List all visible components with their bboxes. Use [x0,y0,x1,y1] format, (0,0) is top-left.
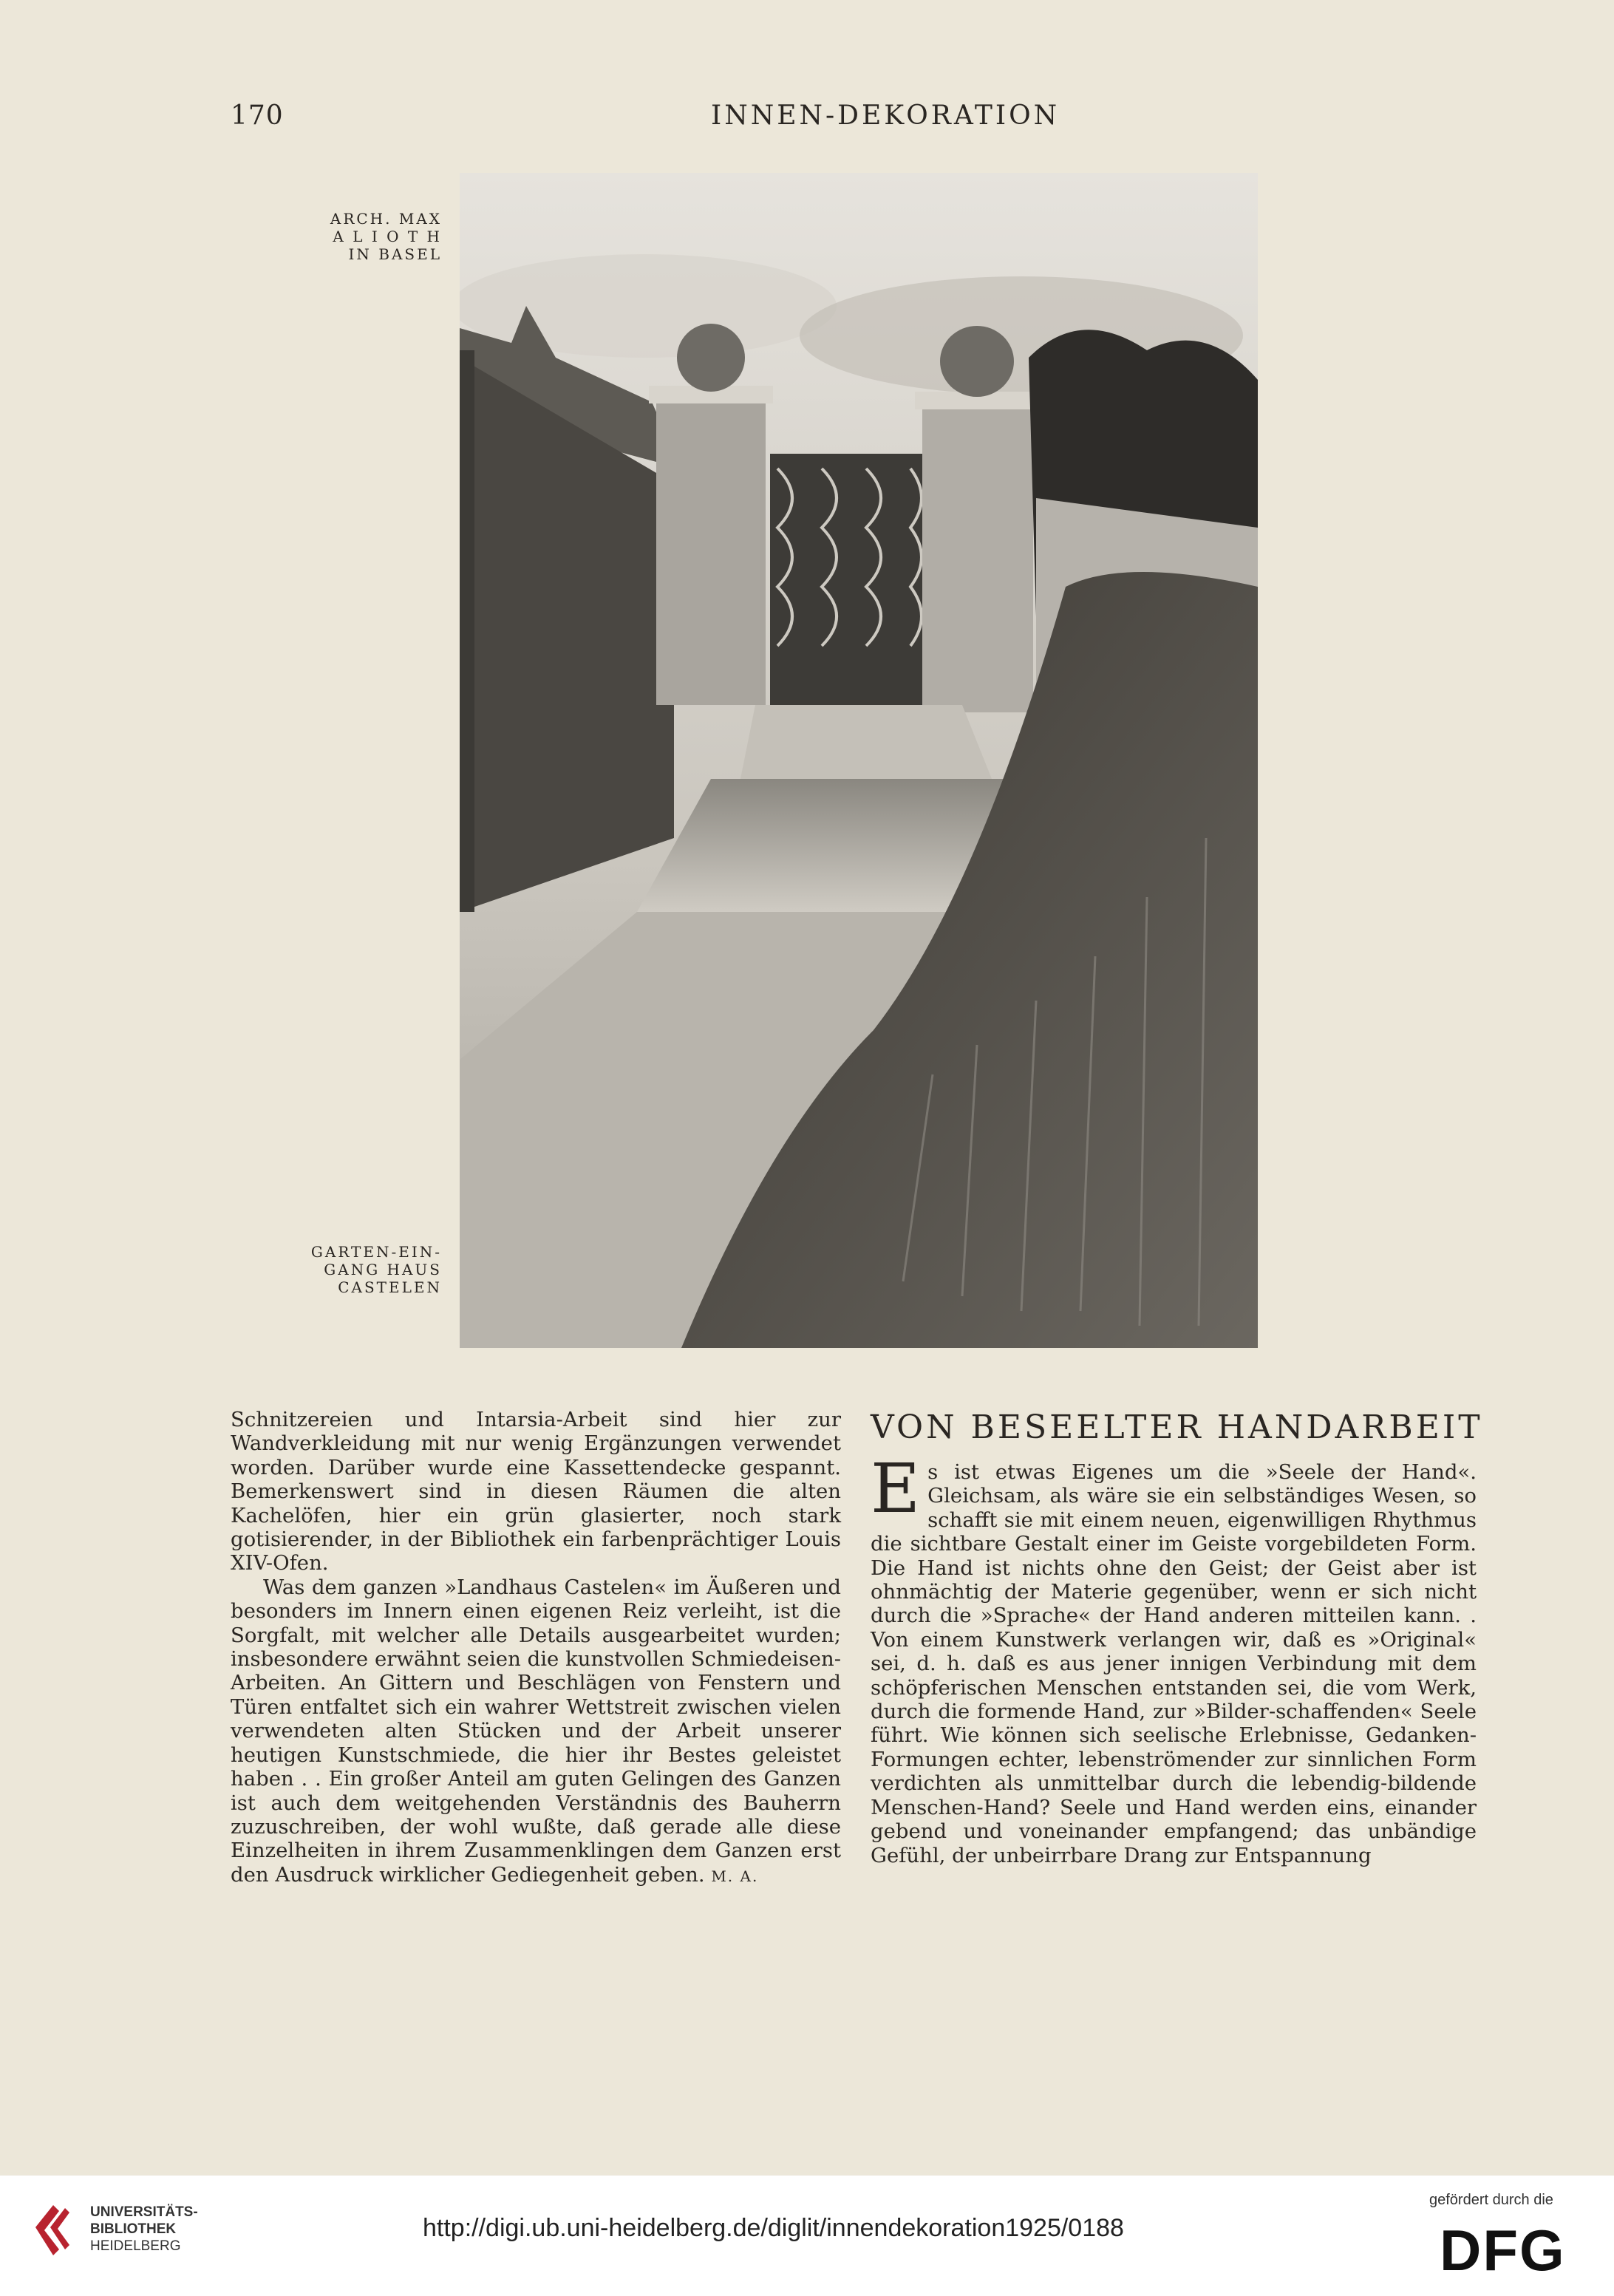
running-title: INNEN-DEKORATION [711,101,1060,131]
paragraph: Schnitzereien und Intarsia-Arbeit sind hier zur Wandverkleidung mit nur wenig Ergänzungen verwendet worden. Darüber wurde eine Kassettendecke gespannt. Bemerkenswert sind in diesen Räumen die alten Kachelöfen, hier ein grün glasierter, noch stark gotisierender, in der Bibliothek ein farbenprächtiger Louis XIV-Ofen. [231,1408,841,1575]
caption-line: GANG HAUS [324,1261,442,1278]
drop-cap: E [871,1449,921,1528]
caption-line: CASTELEN [338,1278,442,1296]
page-number: 170 [231,101,284,131]
dfg-logo: DFG [1440,2218,1566,2283]
library-name-line: BIBLIOTHEK [90,2221,177,2237]
library-name-line: UNIVERSITÄTS- [90,2204,198,2220]
caption-line: GARTEN-EIN- [310,1243,442,1261]
photo-caption [279,1243,442,1296]
right-column [871,1449,1477,1867]
caption-line: IN BASEL [348,245,442,263]
architect-caption [279,210,442,263]
library-logo-icon [30,2198,81,2257]
caption-line: ARCH. MAX [330,210,442,228]
article-title: VON BESEELTER HANDARBEIT [871,1408,1483,1446]
funded-by-label: gefördert durch die [1429,2192,1553,2208]
paragraph-text: s ist etwas Eigenes um die »Seele der Hand«. Gleichsam, als wäre sie ein selbständiges Wesen, so schafft sie mit einem neuen, eigenwilligen Rhythmus die sichtbare Gestalt einer im Geiste vorgebildeten Form. Die Hand ist nichts ohne den Geist; der Geist aber ist ohnmächtig der Materie gegenüber, wenn er sich nicht durch die »Sprache« der Hand anderen mitteilen kann. . Von einem Kunstwerk verlangen wir, daß es »Original« sei, d. h. daß es aus jener innigen Verbindung mit dem schöpferischen Menschen entstanden sei, die vom Werk, durch die formende Hand, zur »Bilder-schaffenden« Seele führt. Wie können sich seelische Erlebnisse, Gedanken-Formungen echter, lebenströmender zur sinnlichen Form verdichten als unmittelbar durch die lebendig-bildende Menschen-Hand? Seele und Hand werden eins, einander gebend und voneinander empfangend; das unbändige Gefühl, der unbeirrbare Drang zur Entspannung [871,1460,1477,1867]
permalink-url[interactable]: http://digi.ub.uni-heidelberg.de/diglit/innendekoration1925/0188 [423,2214,1124,2242]
library-name [90,2204,198,2255]
left-column [231,1408,841,1888]
footer-bar [0,2176,1614,2296]
caption-line: A L I O T H [333,228,442,245]
paragraph-text: Was dem ganzen »Landhaus Castelen« im Äußeren und besonders im Innern einen eigenen Reiz verleiht, ist die Sorgfalt, mit welcher alle Details ausgearbeitet wurden; insbesondere erwähnt seien die kunstvollen Schmiedeisen-Arbeiten. An Gittern und Beschlägen von Fenstern und Türen entfaltet sich ein wahrer Wettstreit zwischen vielen verwendeten alten Stücken und der Arbeit unserer heutigen Kunstschmiede, die hier ihr Bestes geleistet haben . . Ein großer Anteil am guten Gelingen des Ganzen ist auch dem weitgehenden Verständnis des Bauherrn zuzuschreiben, der wohl wußte, daß gerade alle diese Einzelheiten in ihrem Zusammenklingen dem Ganzen erst den Ausdruck wirklicher Gediegenheit geben. [231,1575,841,1887]
author-signature: M. A. [711,1867,759,1885]
library-name-line: HEIDELBERG [90,2238,181,2254]
paragraph [231,1575,841,1888]
paragraph [871,1449,1477,1867]
garden-entrance-photo [460,173,1258,1348]
